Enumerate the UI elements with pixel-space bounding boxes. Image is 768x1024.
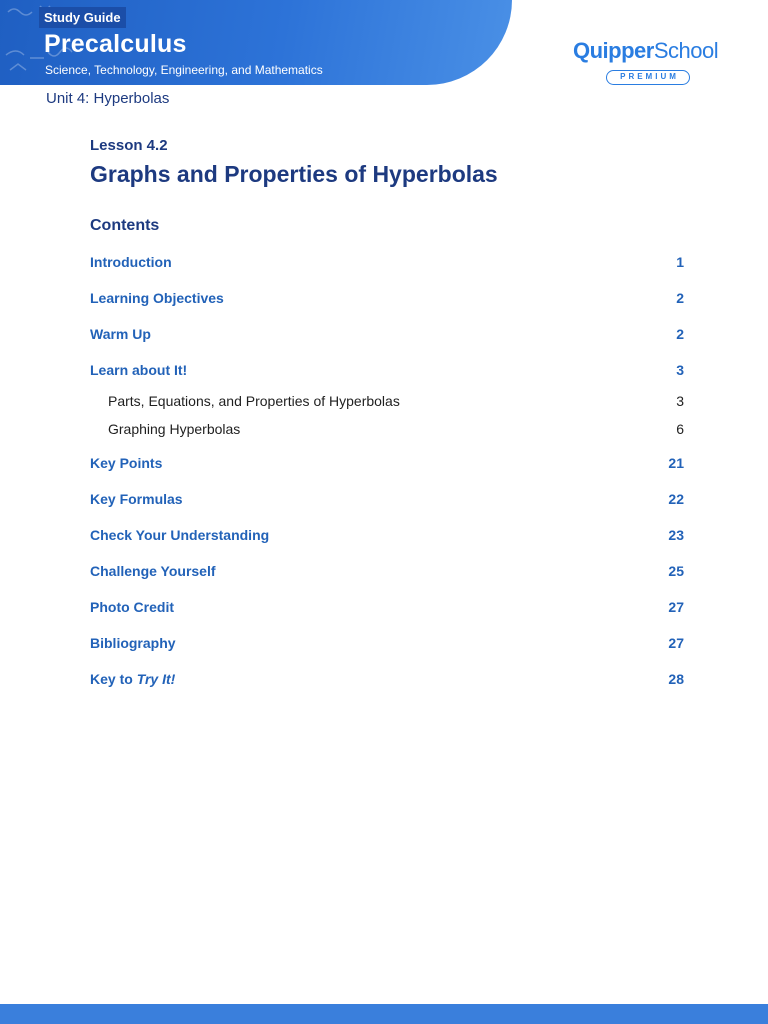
toc-item-warm-up[interactable] (90, 324, 684, 344)
toc-item-key-formulas[interactable] (90, 489, 684, 509)
study-guide-badge: Study Guide (39, 7, 126, 28)
toc-item-page: 3 (676, 362, 684, 378)
toc-item-page: 1 (676, 254, 684, 270)
toc-label-prefix: Key to (90, 671, 137, 687)
toc-label-emphasis: Try It! (136, 671, 176, 687)
toc-item-bibliography[interactable] (90, 633, 684, 653)
logo-wordmark (573, 38, 718, 64)
toc-item-page: 27 (668, 635, 684, 651)
toc-item-label: Bibliography (90, 635, 176, 651)
toc-item-learn-about-it[interactable] (90, 360, 684, 380)
toc-item-page: 21 (668, 455, 684, 471)
toc-subitem-graphing-hyperbolas[interactable] (108, 419, 684, 439)
toc-item-page: 25 (668, 563, 684, 579)
toc-item-key-points[interactable] (90, 453, 684, 473)
toc-item-label: Key Points (90, 455, 163, 471)
toc-item-label (90, 671, 175, 687)
toc-item-check-your-understanding[interactable] (90, 525, 684, 545)
toc-item-page: 28 (668, 671, 684, 687)
course-subtitle: Science, Technology, Engineering, and Mathematics (45, 63, 323, 77)
course-title: Precalculus (44, 30, 187, 58)
toc-item-label: Parts, Equations, and Properties of Hyperbolas (108, 393, 400, 409)
quipper-school-logo (573, 38, 728, 88)
toc-item-page: 2 (676, 290, 684, 306)
toc-item-label: Learning Objectives (90, 290, 224, 306)
toc-item-introduction[interactable] (90, 252, 684, 272)
toc-item-page: 22 (668, 491, 684, 507)
toc-item-label: Warm Up (90, 326, 151, 342)
toc-item-page: 23 (668, 527, 684, 543)
header-banner (0, 0, 512, 85)
lesson-title: Graphs and Properties of Hyperbolas (90, 161, 498, 187)
toc-item-learning-objectives[interactable] (90, 288, 684, 308)
logo-school: School (653, 38, 719, 63)
toc-item-label: Key Formulas (90, 491, 183, 507)
toc-subitem-parts-equations[interactable] (108, 391, 684, 411)
logo-brand: Quipper (573, 38, 654, 63)
toc-item-label: Photo Credit (90, 599, 174, 615)
lesson-number: Lesson 4.2 (90, 137, 168, 154)
unit-label: Unit 4: Hyperbolas (46, 90, 170, 107)
toc-item-challenge-yourself[interactable] (90, 561, 684, 581)
toc-item-label: Learn about It! (90, 362, 188, 378)
toc-item-label: Graphing Hyperbolas (108, 421, 241, 437)
toc-item-page: 27 (668, 599, 684, 615)
toc-item-key-to-try-it[interactable] (90, 669, 684, 689)
toc-item-page: 6 (676, 421, 684, 437)
toc-item-page: 2 (676, 326, 684, 342)
premium-badge: PREMIUM (606, 70, 690, 85)
footer-bar (0, 1004, 768, 1024)
toc-item-page: 3 (676, 393, 684, 409)
toc-item-label: Introduction (90, 254, 172, 270)
toc-item-label: Check Your Understanding (90, 527, 270, 543)
contents-heading: Contents (90, 217, 160, 234)
toc-item-label: Challenge Yourself (90, 563, 216, 579)
toc-item-photo-credit[interactable] (90, 597, 684, 617)
